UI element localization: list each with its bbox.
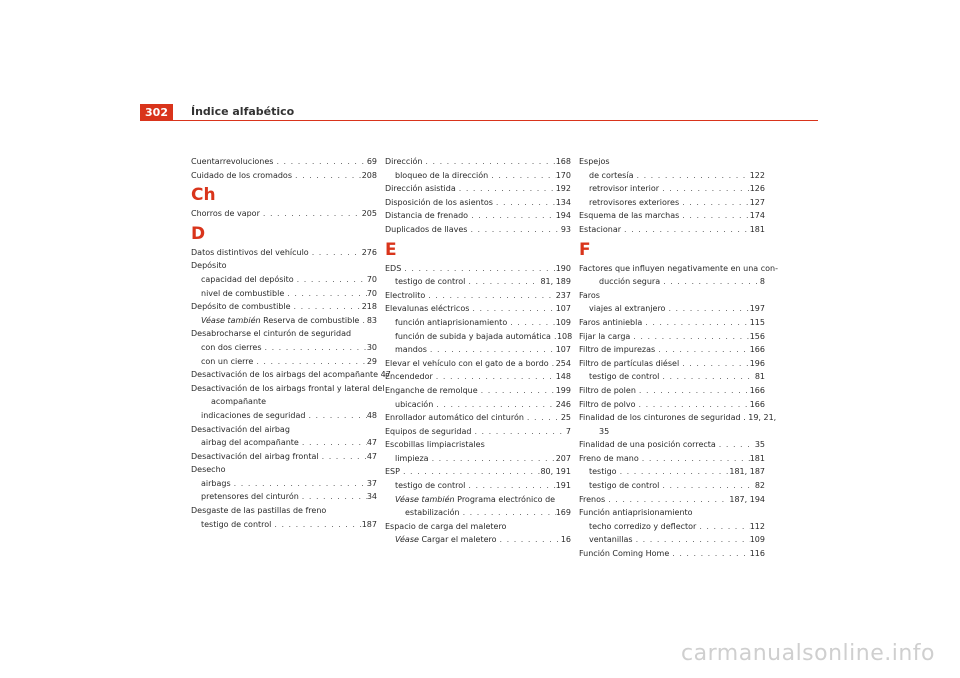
index-entry: Distancia de frenado . . . 194: [385, 209, 571, 223]
index-subentry: testigo de control . . . 191: [385, 479, 571, 493]
index-entry: Finalidad de los cinturones de seguridad . 19, 21,: [579, 413, 777, 423]
index-subentry: pretensores del cinturón . . . 34: [191, 490, 377, 504]
index-entry: Datos distintivos del vehículo . . . 276: [191, 246, 377, 260]
index-entry: Filtro de impurezas . . . 166: [579, 343, 765, 357]
index-entry: Faros antiniebla . . . 115: [579, 316, 765, 330]
index-subentry: mandos . . . 107: [385, 343, 571, 357]
section-letter: D: [191, 223, 206, 244]
index-subentry: testigo . . . 181, 187: [579, 465, 765, 479]
section-letter: F: [579, 239, 591, 260]
index-entry: Desactivación del airbag: [191, 424, 290, 434]
index-entry: Desactivación de los airbags frontal y lateral del: [191, 383, 385, 393]
index-entry: EDS . . . 190: [385, 262, 571, 276]
index-column-3: [579, 155, 778, 561]
index-column-1: [191, 155, 391, 531]
index-entry: Escobillas limpiacristales: [385, 440, 485, 450]
index-entry: Enganche de remolque . . . 199: [385, 384, 571, 398]
index-entry: Dirección . . . 168: [385, 155, 571, 169]
index-entry: Elevalunas eléctricos . . . 107: [385, 302, 571, 316]
index-entry: Desactivación de los airbags del acompañante 47: [191, 370, 391, 380]
index-entry: Filtro de polvo . . . 166: [579, 398, 765, 412]
index-entry: Cuidado de los cromados . . . 208: [191, 169, 377, 183]
index-entry-continuation: acompañante: [211, 397, 267, 407]
index-subentry: testigo de control . . . 81: [579, 370, 765, 384]
index-subentry: indicaciones de seguridad . . . 48: [191, 409, 377, 423]
index-subentry: función antiaprisionamiento . . . 109: [385, 316, 571, 330]
index-subentry: bloqueo de la dirección . . . 170: [385, 169, 571, 183]
index-subentry: Véase también Reserva de combustible . . . 83: [191, 314, 377, 328]
section-letter: Ch: [191, 185, 216, 206]
index-subentry: techo corredizo y deflector . . . 112: [579, 520, 765, 534]
index-entry: Desecho: [191, 465, 226, 475]
index-subentry: nivel de combustible . . . 70: [191, 287, 377, 301]
index-subentry: con un cierre . . . 29: [191, 355, 377, 369]
index-subentry: testigo de control . . . 81, 189: [385, 275, 571, 289]
index-entry-continuation: 35: [599, 426, 610, 436]
index-entry: Estacionar . . . 181: [579, 223, 765, 237]
index-entry: Factores que influyen negativamente en una con-: [579, 263, 778, 273]
index-entry: Función Coming Home . . . 116: [579, 547, 765, 561]
index-entry: Frenos . . . 187, 194: [579, 493, 765, 507]
index-entry: Elevar el vehículo con el gato de a bordo . . . 254: [385, 357, 571, 371]
index-entry: Cuentarrevoluciones . . . 69: [191, 155, 377, 169]
index-entry: ESP . . . 80, 191: [385, 465, 571, 479]
index-entry: Filtro de partículas diésel . . . 196: [579, 357, 765, 371]
index-entry-continuation: ducción segura . . . 8: [579, 275, 765, 289]
index-entry: Espacio de carga del maletero: [385, 521, 507, 531]
index-entry: Freno de mano . . . 181: [579, 452, 765, 466]
index-entry: Duplicados de llaves . . . 93: [385, 223, 571, 237]
page-number: 302: [140, 104, 173, 121]
header-divider: [140, 120, 818, 121]
index-subentry: testigo de control . . . 82: [579, 479, 765, 493]
index-entry: Esquema de las marchas . . . 174: [579, 209, 765, 223]
index-subentry: capacidad del depósito . . . 70: [191, 273, 377, 287]
index-subentry: retrovisores exteriores . . . 127: [579, 196, 765, 210]
index-subentry: airbags . . . 37: [191, 477, 377, 491]
index-entry: Filtro de polen . . . 166: [579, 384, 765, 398]
index-column-2: [385, 155, 571, 547]
index-entry: Electrolito . . . 237: [385, 289, 571, 303]
index-subentry: testigo de control . . . 187: [191, 518, 377, 532]
index-subentry: Véase Cargar el maletero . . . 16: [385, 533, 571, 547]
index-entry: Desactivación del airbag frontal . . . 47: [191, 450, 377, 464]
index-subentry: limpieza . . . 207: [385, 452, 571, 466]
index-subentry: estabilización . . . 169: [385, 506, 571, 520]
index-subentry: ubicación . . . 246: [385, 398, 571, 412]
index-entry: Finalidad de una posición correcta . . . 35: [579, 438, 765, 452]
index-subentry: ventanillas . . . 109: [579, 533, 765, 547]
index-entry: Chorros de vapor . . . 205: [191, 207, 377, 221]
watermark: carmanualsonline.info: [681, 641, 935, 666]
index-entry: Faros: [579, 290, 600, 300]
index-entry: Equipos de seguridad . . . 7: [385, 425, 571, 439]
index-subentry: retrovisor interior . . . 126: [579, 182, 765, 196]
index-entry: Enrollador automático del cinturón . . . 25: [385, 411, 571, 425]
index-subentry: viajes al extranjero . . . 197: [579, 302, 765, 316]
index-entry: Función antiaprisionamiento: [579, 508, 693, 518]
index-entry: Desabrocharse el cinturón de seguridad: [191, 329, 352, 339]
index-entry: Fijar la carga . . . 156: [579, 330, 765, 344]
index-subentry: función de subida y bajada automática . . . 108: [385, 330, 571, 344]
index-entry: Espejos: [579, 157, 610, 166]
index-entry: Disposición de los asientos . . . 134: [385, 196, 571, 210]
page-title: Índice alfabético: [191, 105, 295, 118]
index-entry: Desgaste de las pastillas de freno: [191, 506, 327, 516]
index-entry: Depósito de combustible . . . 218: [191, 300, 377, 314]
index-entry: Depósito: [191, 261, 227, 271]
index-entry: Dirección asistida . . . 192: [385, 182, 571, 196]
index-subentry: con dos cierres . . . 30: [191, 341, 377, 355]
index-entry: Encendedor . . . 148: [385, 370, 571, 384]
index-subentry: Véase también Programa electrónico de: [395, 494, 556, 504]
index-subentry: airbag del acompañante . . . 47: [191, 436, 377, 450]
section-letter: E: [385, 239, 397, 260]
index-subentry: de cortesía . . . 122: [579, 169, 765, 183]
